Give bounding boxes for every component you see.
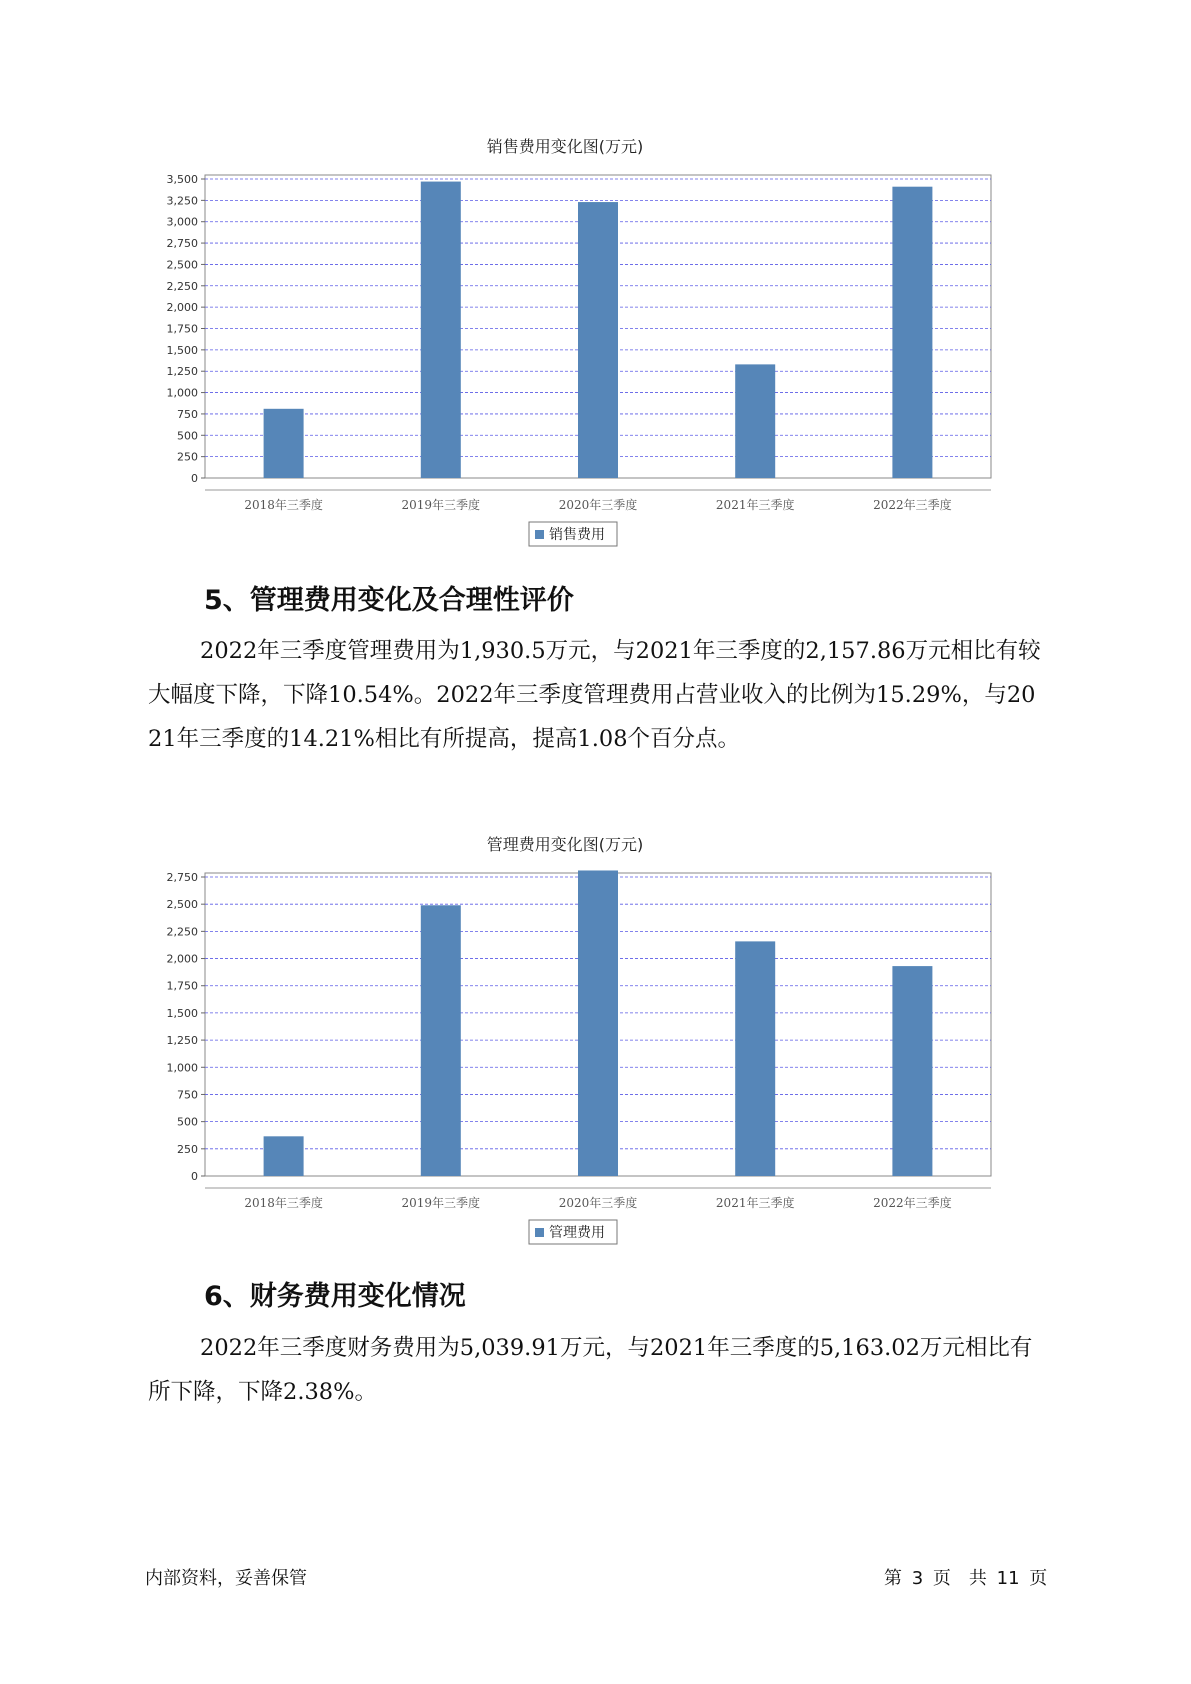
x-tick-label: 2020年三季度 (558, 498, 638, 512)
y-tick-label: 250 (177, 450, 198, 464)
x-tick-label: 2018年三季度 (244, 1196, 323, 1210)
section5-heading: 5、管理费用变化及合理性评价 (204, 585, 574, 616)
y-tick-label: 1,250 (166, 1034, 198, 1048)
bar (264, 1136, 304, 1176)
legend-label: 销售费用 (549, 527, 605, 543)
y-tick-label: 1,000 (166, 1061, 198, 1075)
y-tick-label: 0 (191, 472, 198, 485)
chart-title: 销售费用变化图(万元) (486, 137, 644, 156)
legend-label: 管理费用 (549, 1225, 605, 1241)
bar (421, 905, 461, 1176)
y-tick-label: 500 (177, 429, 198, 443)
y-tick-label: 2,750 (166, 237, 198, 251)
y-tick-label: 2,500 (166, 258, 198, 272)
chart-title: 管理费用变化图(万元) (486, 835, 644, 854)
x-tick-label: 2021年三季度 (715, 1196, 795, 1210)
y-tick-label: 250 (177, 1142, 198, 1156)
y-tick-label: 3,250 (166, 194, 198, 208)
x-tick-label: 2020年三季度 (558, 1196, 638, 1210)
y-tick-label: 1,750 (166, 322, 198, 336)
y-tick-label: 1,750 (166, 979, 198, 993)
bar (892, 187, 932, 478)
x-tick-label: 2019年三季度 (401, 1196, 481, 1210)
x-tick-label: 2019年三季度 (401, 498, 481, 512)
bar (735, 941, 775, 1176)
section6-paragraph: 2022年三季度财务费用为5,039.91万元，与2021年三季度的5,163.02万元相比有所下降，下降2.38%。 (148, 1335, 1033, 1405)
y-tick-label: 0 (191, 1170, 198, 1183)
section6-heading: 6、财务费用变化情况 (204, 1281, 466, 1312)
chart-svg (150, 128, 1020, 548)
chart-svg (150, 826, 1020, 1246)
x-tick-label: 2018年三季度 (244, 498, 323, 512)
y-tick-label: 500 (177, 1115, 198, 1129)
sales-expense-chart (150, 128, 1020, 548)
y-tick-label: 750 (177, 407, 198, 421)
y-tick-label: 1,500 (166, 343, 198, 357)
y-tick-label: 2,750 (166, 871, 198, 884)
x-tick-label: 2021年三季度 (715, 498, 795, 512)
admin-expense-chart (150, 826, 1020, 1246)
bar (264, 409, 304, 478)
y-tick-label: 2,000 (166, 301, 198, 315)
y-tick-label: 750 (177, 1088, 198, 1102)
y-tick-label: 1,250 (166, 365, 198, 379)
bar (421, 182, 461, 478)
bar (735, 364, 775, 478)
x-tick-label: 2022年三季度 (873, 1196, 952, 1210)
footer-page-number: 第 3 页 共 11 页 (884, 1568, 1048, 1589)
bar (892, 966, 932, 1176)
legend-swatch (535, 1228, 544, 1237)
legend-swatch (535, 530, 544, 539)
footer-confidential-note: 内部资料，妥善保管 (145, 1568, 307, 1589)
y-tick-label: 3,500 (166, 173, 198, 186)
bar (578, 870, 618, 1176)
bar (578, 202, 618, 478)
y-tick-label: 3,000 (166, 215, 198, 229)
y-tick-label: 2,500 (166, 898, 198, 912)
y-tick-label: 2,250 (166, 279, 198, 293)
y-tick-label: 1,500 (166, 1006, 198, 1020)
x-tick-label: 2022年三季度 (873, 498, 952, 512)
y-tick-label: 2,250 (166, 925, 198, 939)
y-tick-label: 2,000 (166, 952, 198, 966)
section5-paragraph: 2022年三季度管理费用为1,930.5万元，与2021年三季度的2,157.86万元相比有较大幅度下降，下降10.54%。2022年三季度管理费用占营业收入的比例为15.29%，与2021年三季度的14.21%相比有所提高，提高1.08个百分点。 (148, 638, 1041, 752)
y-tick-label: 1,000 (166, 386, 198, 400)
